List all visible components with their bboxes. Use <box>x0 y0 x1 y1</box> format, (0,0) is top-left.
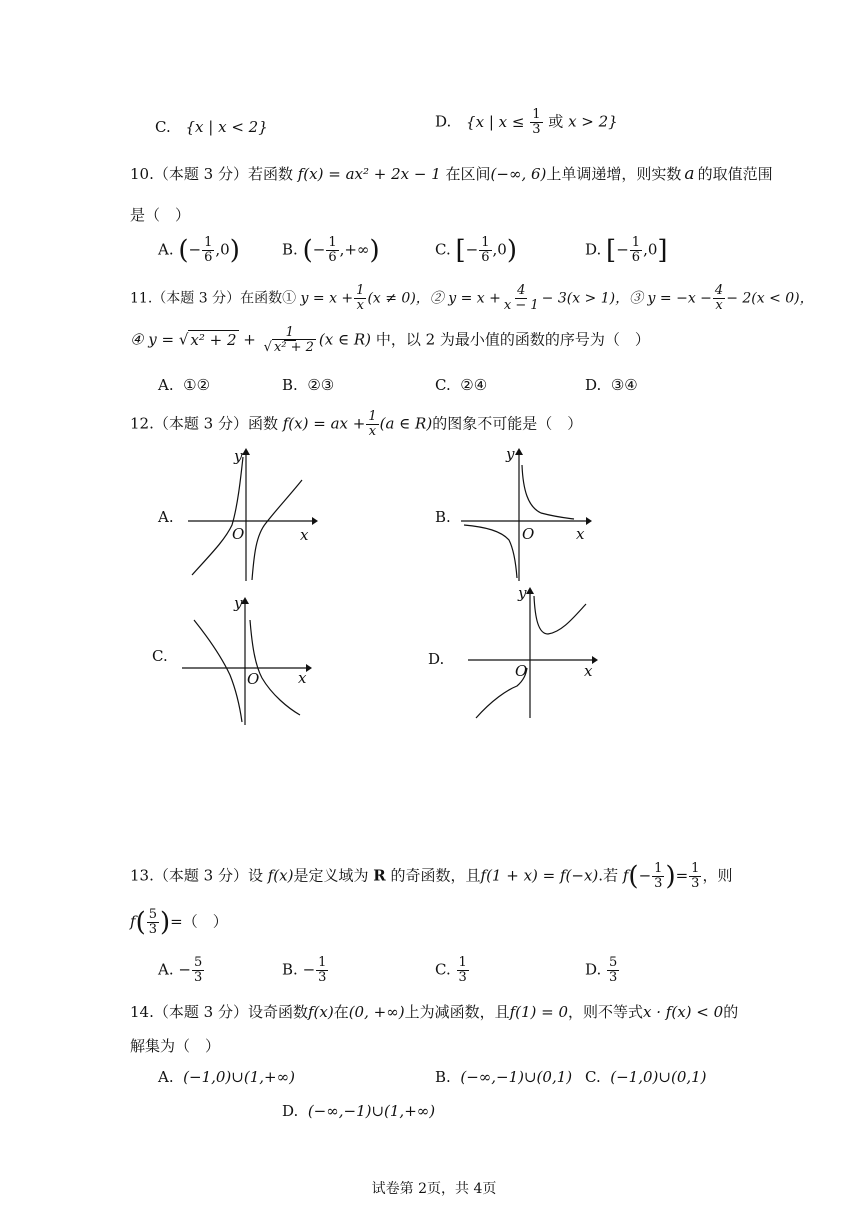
interval-expr: (−∞, 6) <box>490 165 547 183</box>
question-score: （本题 3 分） <box>153 866 248 885</box>
fraction: $\frac{5}{3}$ <box>609 955 618 985</box>
fraction: $\frac{4}{x}$ <box>714 283 724 313</box>
stem-text: 在 <box>333 1003 349 1021</box>
q14-option-d[interactable] <box>282 1102 435 1120</box>
stem-text: 函数 <box>247 414 278 433</box>
q14-stem <box>130 1001 738 1022</box>
q10-option-c[interactable]: C. [− $\frac{1}{6}$ ,0) <box>435 235 517 266</box>
stem-text: 设 <box>247 866 263 885</box>
fraction: $\frac{1}{x}$ <box>368 409 377 439</box>
option-text: ①② <box>183 376 211 394</box>
question-number: 13. <box>130 866 154 885</box>
option-label: C. <box>435 240 451 259</box>
option-label: C. <box>435 376 451 394</box>
option-label: C. <box>585 1068 601 1086</box>
stem-text: 在函数① <box>240 290 297 307</box>
function-4-cond: (x ∈ R) <box>318 330 372 349</box>
question-number: 10. <box>130 165 154 183</box>
q9-option-c[interactable] <box>155 118 268 136</box>
option-text: ②③ <box>307 376 335 394</box>
option-label: B. <box>282 960 298 979</box>
bracket: [ <box>606 235 617 266</box>
bracket: ] <box>657 235 668 266</box>
question-score: （本题 3 分） <box>153 1003 248 1021</box>
y-axis-arrow <box>515 448 523 455</box>
q10-option-d[interactable]: D. [− $\frac{1}{6}$ ,0] <box>585 235 668 266</box>
origin-label: O <box>522 525 535 543</box>
fraction: $\frac{1}{3}$ <box>532 107 541 137</box>
option-label: C. <box>435 960 451 979</box>
question-number: 11. <box>130 290 153 307</box>
option-label: D. <box>435 112 452 131</box>
inequality-expr: x · f(x) < 0 <box>643 1003 724 1021</box>
graph-a-label[interactable]: A. <box>158 508 174 526</box>
x-label: x <box>576 525 585 543</box>
fraction: $\frac{1}{3}$ <box>691 861 700 891</box>
function-2: y = x + <box>448 290 501 307</box>
q9-option-d[interactable] <box>435 108 618 137</box>
q12-stem <box>130 410 582 439</box>
bracket: ) <box>229 235 240 266</box>
origin-label: O <box>232 525 245 543</box>
fraction: $\frac{1}{3}$ <box>654 861 663 891</box>
question-score: （本题 3 分） <box>152 290 241 307</box>
stem-text: .若 <box>598 866 619 885</box>
q10-option-a[interactable]: A. (− $\frac{1}{6}$ ,0) <box>158 235 240 266</box>
option-label: B. <box>282 240 298 259</box>
function-expr: f(x) <box>267 866 294 885</box>
option-label: B. <box>435 1068 451 1086</box>
reals-symbol: R <box>373 866 386 885</box>
function-1-cond: (x ≠ 0)，② <box>367 290 444 307</box>
fraction: $\frac{1}{3}$ <box>318 955 327 985</box>
option-label: D. <box>282 1102 299 1120</box>
q11-option-c[interactable] <box>435 376 487 394</box>
stem-text: ，则不等式 <box>568 1003 644 1021</box>
y-label: y <box>234 594 243 612</box>
q14-stem-line2: 解集为（ ） <box>130 1037 221 1055</box>
stem-text: 是定义域为 <box>293 866 369 885</box>
option-math-pre: {x | x ≤ <box>466 112 525 131</box>
x-axis-arrow <box>592 656 598 664</box>
stem-text: 上为减函数，且 <box>404 1003 510 1021</box>
condition-expr: f(1) = 0 <box>509 1003 569 1021</box>
q13-option-b[interactable] <box>282 956 329 985</box>
bracket: [ <box>455 235 466 266</box>
x-label: x <box>300 526 309 544</box>
option-label: D. <box>585 240 602 259</box>
question-score: （本题 3 分） <box>153 165 248 183</box>
graph-c[interactable] <box>180 590 320 730</box>
bracket: ( <box>302 235 313 266</box>
function-expr: f(x) = ax² + 2x − 1 <box>297 165 441 183</box>
option-label: A. <box>158 1068 174 1086</box>
q10-stem-line2: 是（ ） <box>130 206 191 224</box>
x-axis-arrow <box>312 517 318 525</box>
option-math: {x | x < 2} <box>185 118 268 136</box>
stem-text: 的取值范围 <box>697 165 773 183</box>
stem-text: 上单调递增，则实数 <box>546 165 682 183</box>
y-label: y <box>518 584 527 602</box>
q13-stem: 13.（本题 3 分）设 f(x)是定义域为 R 的奇函数，且f(1 + x) = f(−x).若 f(− $\frac{1}{3}$ )= $\frac{1}{3}$ ，则 <box>130 861 733 892</box>
q13-option-a[interactable] <box>158 956 205 985</box>
curve-right <box>252 480 302 580</box>
fraction: $\frac{1}{x}$ <box>356 283 365 313</box>
function-3-cond: − 2(x < 0)， <box>726 290 814 307</box>
q11-option-b[interactable] <box>282 376 334 394</box>
stem-text: 的图象不可能是（ ） <box>432 414 583 433</box>
fraction: $\frac{5}{3}$ <box>148 907 157 937</box>
interval-expr: (0, +∞) <box>348 1003 405 1021</box>
variable: a <box>684 164 695 184</box>
option-text: ③④ <box>610 376 638 394</box>
ask-f: f <box>130 912 136 931</box>
q11-option-a[interactable] <box>158 376 210 394</box>
q11-stem-line2: ④ y = √ x² + 2 + $\frac{1}{\text{√ x² + 2}}$ (x ∈ R) 中，以 2 为最小值的函数的序号为（ ） <box>130 325 650 355</box>
q10-option-b[interactable]: B. (− $\frac{1}{6}$ ,+∞) <box>282 235 380 266</box>
graph-b-label[interactable]: B. <box>435 508 451 526</box>
x-axis-arrow <box>306 664 312 672</box>
option-text: (−1,0)∪(0,1) <box>610 1068 707 1086</box>
plus-sign: + <box>243 330 256 349</box>
option-text: ②④ <box>460 376 488 394</box>
option-label: A. <box>158 376 174 394</box>
stem-text: 在区间 <box>445 165 491 183</box>
function-2-cond: − 3(x > 1)，③ <box>541 290 644 307</box>
y-axis-arrow <box>242 448 250 455</box>
fraction: $\frac{1}{6}$ <box>631 235 641 265</box>
x-label: x <box>584 662 593 680</box>
option-text: (−∞,−1)∪(0,1) <box>460 1068 573 1086</box>
q14-option-b[interactable] <box>435 1068 572 1086</box>
function-expr: f(x) = ax + <box>282 414 366 433</box>
option-tail: ,+∞ <box>339 240 370 259</box>
equals-sign: = <box>675 866 689 885</box>
stem-text: 中，以 2 为最小值的函数的序号为（ ） <box>375 330 650 349</box>
option-label: A. <box>158 960 174 979</box>
graph-d[interactable] <box>462 582 602 722</box>
question-score: （本题 3 分） <box>153 414 248 433</box>
question-number: 12. <box>130 414 154 433</box>
stem-text: 的奇函数，且 <box>390 866 481 885</box>
curve-right <box>534 596 586 634</box>
fraction: $\frac{4}{x - 1}$ <box>503 283 539 313</box>
sign: − <box>302 960 316 979</box>
sign: − <box>178 960 191 979</box>
curve-left <box>194 620 242 722</box>
bracket: ) <box>506 235 517 266</box>
option-tail: ,0 <box>492 240 507 259</box>
equation: f(1 + x) = f(−x) <box>480 866 599 885</box>
q14-option-a[interactable] <box>158 1068 295 1086</box>
option-tail: ,0 <box>215 240 230 259</box>
curve-left <box>464 525 517 578</box>
function-cond: (a ∈ R) <box>379 414 433 433</box>
option-text: (−1,0)∪(1,+∞) <box>183 1068 295 1086</box>
graph-d-label[interactable]: D. <box>428 650 445 668</box>
x-label: x <box>298 669 307 687</box>
stem-text: 的 <box>723 1003 739 1021</box>
q10-stem <box>130 163 773 184</box>
fraction: $\frac{1}{6}$ <box>204 235 213 265</box>
function-4: ④ y = <box>130 330 175 349</box>
bracket: ) <box>369 235 380 266</box>
fraction: $\frac{1}{3}$ <box>458 955 467 985</box>
graph-b[interactable] <box>456 445 596 585</box>
bracket: ( <box>178 235 189 266</box>
option-label: C. <box>155 118 171 136</box>
origin-label: O <box>515 662 528 680</box>
q13-stem-line2: f( $\frac{5}{3}$ )=（ ） <box>130 907 228 938</box>
q13-option-d[interactable] <box>585 956 620 985</box>
option-label: D. <box>585 376 602 394</box>
y-axis-arrow <box>526 587 534 594</box>
q14-option-c[interactable] <box>585 1068 707 1086</box>
fraction: $\frac{5}{3}$ <box>193 955 203 985</box>
graph-a[interactable] <box>180 445 320 585</box>
graph-c-label[interactable]: C. <box>152 647 168 665</box>
option-math-post: x > 2} <box>568 112 618 131</box>
sqrt-expr: x² + 2 <box>190 330 237 349</box>
option-text: (−∞,−1)∪(1,+∞) <box>307 1102 436 1120</box>
fraction: $\frac{1}{6}$ <box>481 235 490 265</box>
or-word: 或 <box>548 112 564 131</box>
stem-text: 若函数 <box>247 165 293 183</box>
curve-left <box>192 457 243 575</box>
question-number: 14. <box>130 1003 154 1021</box>
stem-text: 设奇函数 <box>247 1003 308 1021</box>
option-label: B. <box>282 376 298 394</box>
given-f: f <box>622 866 629 885</box>
stem-text: ，则 <box>702 866 733 885</box>
fraction: $\frac{1}{\text{√ x² + 2}}$ <box>263 325 314 355</box>
q13-option-c[interactable] <box>435 956 470 985</box>
curve-right <box>522 465 574 519</box>
q11-stem <box>130 284 814 313</box>
origin-label: O <box>247 670 260 688</box>
function-1: y = x + <box>300 290 354 307</box>
option-tail: ,0 <box>643 240 658 259</box>
y-label: y <box>234 447 243 465</box>
function-expr: f(x) <box>307 1003 334 1021</box>
option-label: D. <box>585 960 602 979</box>
page-footer: 试卷第 2页，共 4页 <box>371 1181 497 1197</box>
fraction: $\frac{1}{6}$ <box>328 235 337 265</box>
function-3: y = −x − <box>647 290 712 307</box>
ask-post: =（ ） <box>170 912 228 931</box>
y-label: y <box>506 445 515 463</box>
q11-option-d[interactable] <box>585 376 638 394</box>
option-label: A. <box>158 240 174 259</box>
x-axis-arrow <box>586 517 592 525</box>
